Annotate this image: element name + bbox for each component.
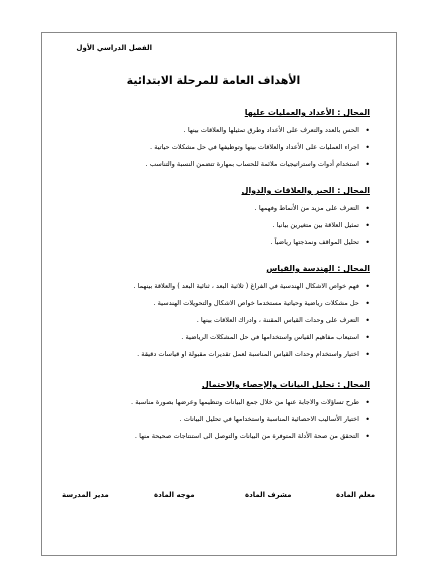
objective-item: • التحقق من صحة الأدلة المتوفرة من البيانات والتوصل الى استنتاجات صحيحة منها . bbox=[50, 432, 370, 441]
objective-item: • استيعاب مفاهيم القياس واستخدامها في حل المشكلات الرياضية . bbox=[50, 333, 370, 342]
objective-item: • تمثيل العلاقة بين متغيرين بيانيا . bbox=[50, 221, 370, 230]
objective-item: • تحليل المواقف ونمذجتها رياضياً . bbox=[50, 238, 370, 247]
section-heading: المجال : الهندسة والقياس bbox=[266, 264, 370, 273]
signature-supervisor: مشرف المادة bbox=[245, 491, 292, 499]
signature-principal: مدير المدرسة bbox=[62, 491, 109, 499]
section-data-analysis bbox=[50, 380, 370, 449]
objectives-list bbox=[50, 398, 370, 441]
section-numbers bbox=[50, 108, 370, 177]
page-title: الأهداف العامة للمرحلة الابتدائية bbox=[126, 74, 301, 87]
objective-item: • حل مشكلات رياضية وحياتية مستخدما خواص الاشكال والتحويلات الهندسية . bbox=[50, 299, 370, 308]
section-heading: المجال : الأعداد والعمليات عليها bbox=[244, 108, 370, 117]
objective-item: • التعرف على وحدات القياس المقننة ، وادراك العلاقات بينها . bbox=[50, 316, 370, 325]
section-heading: المجال : تحليل البيانات والإحصاء والاحتمال bbox=[201, 380, 370, 389]
section-heading: المجال : الجبر والعلاقات والدوال bbox=[241, 186, 370, 195]
objective-item: • الحس بالعدد والتعرف على الأعداد وطرق تمثيلها والعلاقات بينها . bbox=[50, 126, 370, 135]
objective-item: • اختيار الأساليب الاحصائية المناسبة واستخدامها في تحليل البيانات . bbox=[50, 415, 370, 424]
signature-coordinator: موجه المادة bbox=[154, 491, 195, 499]
objectives-list bbox=[50, 282, 370, 359]
objectives-list bbox=[50, 204, 370, 247]
semester-label: الفصل الدراسي الأول bbox=[76, 44, 152, 52]
signature-teacher: معلم المادة bbox=[336, 491, 376, 499]
objective-item: • طرح تساؤلات والاجابة عنها من خلال جمع البيانات وتنظيمها وعرضها بصورة مناسبة . bbox=[50, 398, 370, 407]
objective-item: • استخدام أدوات واستراتيجيات ملائمة للحساب بمهارة تتضمن النسبة والتناسب . bbox=[50, 160, 370, 169]
section-geometry bbox=[50, 264, 370, 367]
objective-item: • فهم خواص الاشكال الهندسية في الفراغ ( ثلاثية البعد ، ثنائية البعد ) والعلاقة بينهما . bbox=[50, 282, 370, 291]
objective-item: • اختيار واستخدام وحدات القياس المناسبة لعمل تقديرات مقبولة او قياسات دقيقة . bbox=[50, 350, 370, 359]
objective-item: • التعرف على مزيد من الأنماط وفهمها . bbox=[50, 204, 370, 213]
objectives-list bbox=[50, 126, 370, 169]
section-algebra bbox=[50, 186, 370, 255]
objective-item: • اجراء العمليات على الأعداد والعلاقات بينها وتوظيفها في حل مشكلات حياتية . bbox=[50, 143, 370, 152]
